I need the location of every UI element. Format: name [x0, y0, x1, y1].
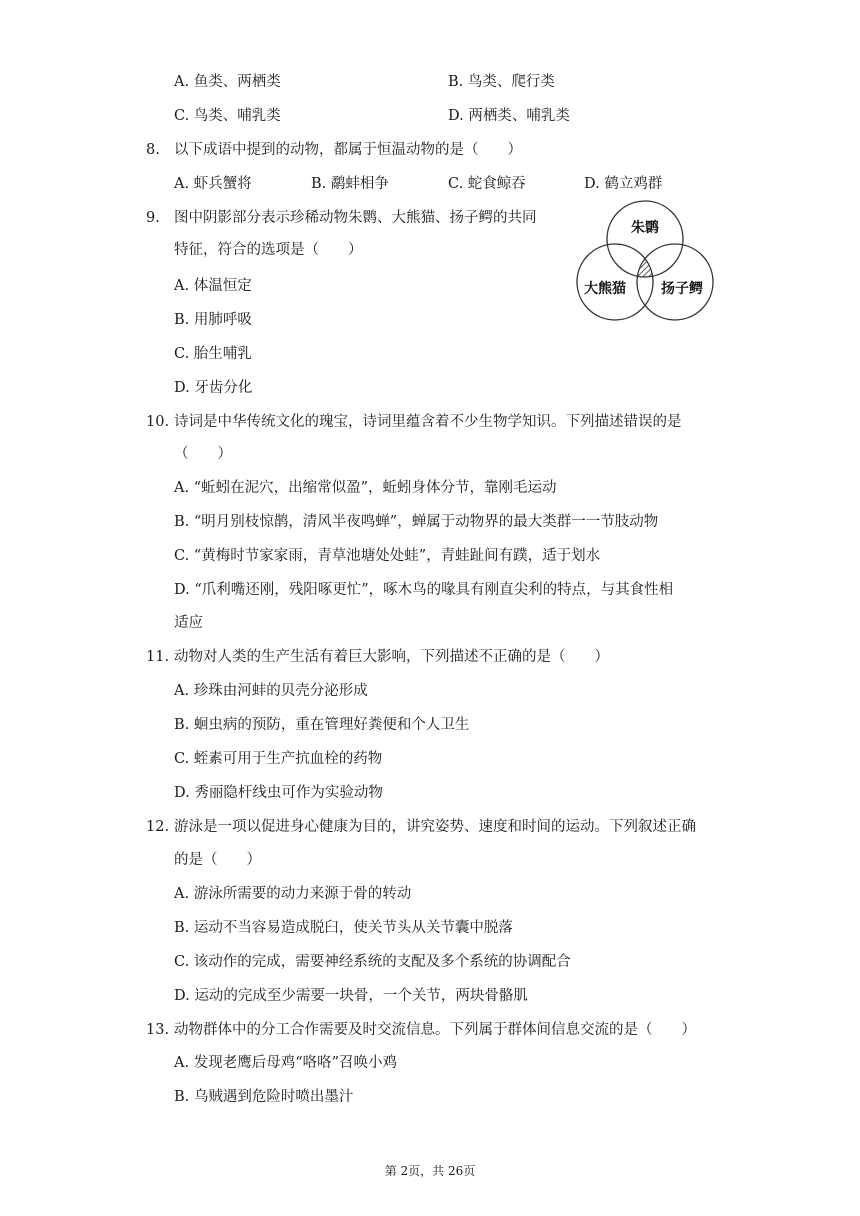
q8-option-d	[584, 174, 662, 194]
q10-option-a	[174, 478, 557, 498]
q7-option-a	[174, 72, 281, 92]
option-letter: D.	[174, 582, 190, 598]
option-text: 虾兵蟹将	[193, 176, 252, 192]
option-text: 蛔虫病的预防，重在管理好粪便和个人卫生	[193, 717, 470, 733]
q7-option-d	[448, 106, 570, 126]
venn-diagram	[574, 198, 716, 322]
q8-option-b	[311, 174, 389, 194]
q13-number: 13.	[146, 1022, 170, 1038]
page-footer: 第 2页，共 26页	[384, 1164, 476, 1178]
option-text: 体温恒定	[193, 278, 252, 294]
q11-number: 11.	[146, 649, 170, 665]
q8-option-c	[448, 174, 526, 194]
option-letter: D.	[448, 108, 464, 124]
venn-label-top: 朱鹮	[631, 220, 659, 236]
option-text: 牙齿分化	[194, 380, 253, 396]
q9-option-c	[174, 344, 252, 364]
option-text: 运动的完成至少需要一块骨，一个关节，两块骨骼肌	[194, 988, 528, 1004]
option-letter: C.	[174, 108, 190, 124]
option-text: 蛭素可用于生产抗血栓的药物	[193, 751, 383, 767]
option-text: 鱼类、两栖类	[193, 74, 281, 90]
option-text: 珍珠由河蚌的贝壳分泌形成	[193, 683, 368, 699]
option-letter: D.	[584, 176, 600, 192]
q8-option-a	[174, 174, 252, 194]
q12-option-a	[174, 884, 411, 904]
q8-stem: 以下成语中提到的动物，都属于恒温动物的是（ ）	[174, 142, 522, 158]
option-letter: A.	[174, 278, 190, 294]
q10-stem-line-1: 诗词是中华传统文化的瑰宝，诗词里蕴含着不少生物学知识。下列描述错误的是	[174, 414, 682, 430]
option-letter: A.	[174, 74, 190, 90]
option-letter: B.	[174, 1089, 190, 1105]
q9-option-b	[174, 310, 252, 330]
option-letter: C.	[174, 346, 190, 362]
option-text: 该动作的完成，需要神经系统的支配及多个系统的协调配合	[193, 954, 571, 970]
option-text: “爪利嘴还刚，残阳啄更忙”，啄木鸟的喙具有刚直尖利的特点，与其食性相	[194, 582, 674, 598]
option-text: 用肺呼吸	[193, 312, 252, 328]
q11-option-c	[174, 749, 382, 769]
q10-option-b	[174, 512, 658, 532]
q9-stem-line-2: 特征，符合的选项是（ ）	[174, 242, 363, 258]
option-text: 鸟类、哺乳类	[193, 108, 281, 124]
option-letter: B.	[448, 74, 464, 90]
q12-option-b	[174, 918, 513, 938]
q11-option-a	[174, 681, 368, 701]
q9-option-d	[174, 378, 252, 398]
option-letter: A.	[174, 1055, 190, 1071]
option-letter: C.	[174, 548, 190, 564]
q11-option-b	[174, 715, 469, 735]
option-text: 蛇食鲸吞	[467, 176, 526, 192]
q9-stem-line-1: 图中阴影部分表示珍稀动物朱鹮、大熊猫、扬子鳄的共同	[174, 210, 537, 226]
q12-option-d	[174, 986, 528, 1006]
option-letter: A.	[174, 480, 190, 496]
q13-option-a	[174, 1053, 397, 1073]
option-letter: A.	[174, 683, 190, 699]
option-text: 鹬蚌相争	[330, 176, 389, 192]
venn-label-right: 扬子鳄	[661, 281, 703, 297]
option-text: “蚯蚓在泥穴，出缩常似盈”，蚯蚓身体分节，靠刚毛运动	[193, 480, 557, 496]
option-letter: C.	[174, 751, 190, 767]
q11-option-d	[174, 783, 383, 803]
option-letter: C.	[448, 176, 464, 192]
option-text: 发现老鹰后母鸡“咯咯”召唤小鸡	[193, 1055, 398, 1071]
option-letter: B.	[174, 514, 190, 530]
option-text: “明月别枝惊鹊，清风半夜鸣蝉”，蝉属于动物界的最大类群一一节肢动物	[193, 514, 659, 530]
option-letter: B.	[174, 920, 190, 936]
q10-stem-line-2: （ ）	[174, 446, 232, 462]
option-text: 秀丽隐杆线虫可作为实验动物	[194, 785, 383, 801]
q7-option-b	[448, 72, 555, 92]
q10-number: 10.	[146, 414, 170, 430]
q10-option-c	[174, 546, 600, 566]
option-text: “黄梅时节家家雨，青草池塘处处蛙”，青蛙趾间有蹼，适于划水	[193, 548, 601, 564]
option-letter: B.	[311, 176, 327, 192]
q12-stem-line-2: 的是（ ）	[174, 852, 261, 868]
option-letter: C.	[174, 954, 190, 970]
q13-option-b	[174, 1087, 353, 1107]
q10-option-d-continuation: 适应	[174, 615, 203, 631]
q13-stem: 动物群体中的分工合作需要及时交流信息。下列属于群体间信息交流的是（ ）	[174, 1022, 696, 1038]
option-text: 鸟类、爬行类	[467, 74, 555, 90]
q9-option-a	[174, 276, 252, 296]
option-text: 两栖类、哺乳类	[468, 108, 570, 124]
option-text: 游泳所需要的动力来源于骨的转动	[193, 886, 412, 902]
option-letter: A.	[174, 176, 190, 192]
q8-number: 8.	[146, 142, 160, 158]
option-letter: D.	[174, 988, 190, 1004]
option-text: 运动不当容易造成脱臼，使关节头从关节囊中脱落	[193, 920, 513, 936]
q12-option-c	[174, 952, 571, 972]
q10-option-d	[174, 580, 673, 600]
option-letter: A.	[174, 886, 190, 902]
option-text: 胎生哺乳	[193, 346, 252, 362]
q7-option-c	[174, 106, 281, 126]
q11-stem: 动物对人类的生产生活有着巨大影响，下列描述不正确的是（ ）	[174, 649, 609, 665]
option-text: 鹤立鸡群	[604, 176, 663, 192]
option-letter: D.	[174, 785, 190, 801]
q12-stem-line-1: 游泳是一项以促进身心健康为目的，讲究姿势、速度和时间的运动。下列叙述正确	[174, 819, 696, 835]
option-letter: B.	[174, 717, 190, 733]
venn-label-left: 大熊猫	[584, 281, 626, 297]
q9-number: 9.	[146, 210, 160, 226]
option-letter: B.	[174, 312, 190, 328]
q12-number: 12.	[146, 819, 170, 835]
option-letter: D.	[174, 380, 190, 396]
option-text: 乌贼遇到危险时喷出墨汁	[193, 1089, 354, 1105]
